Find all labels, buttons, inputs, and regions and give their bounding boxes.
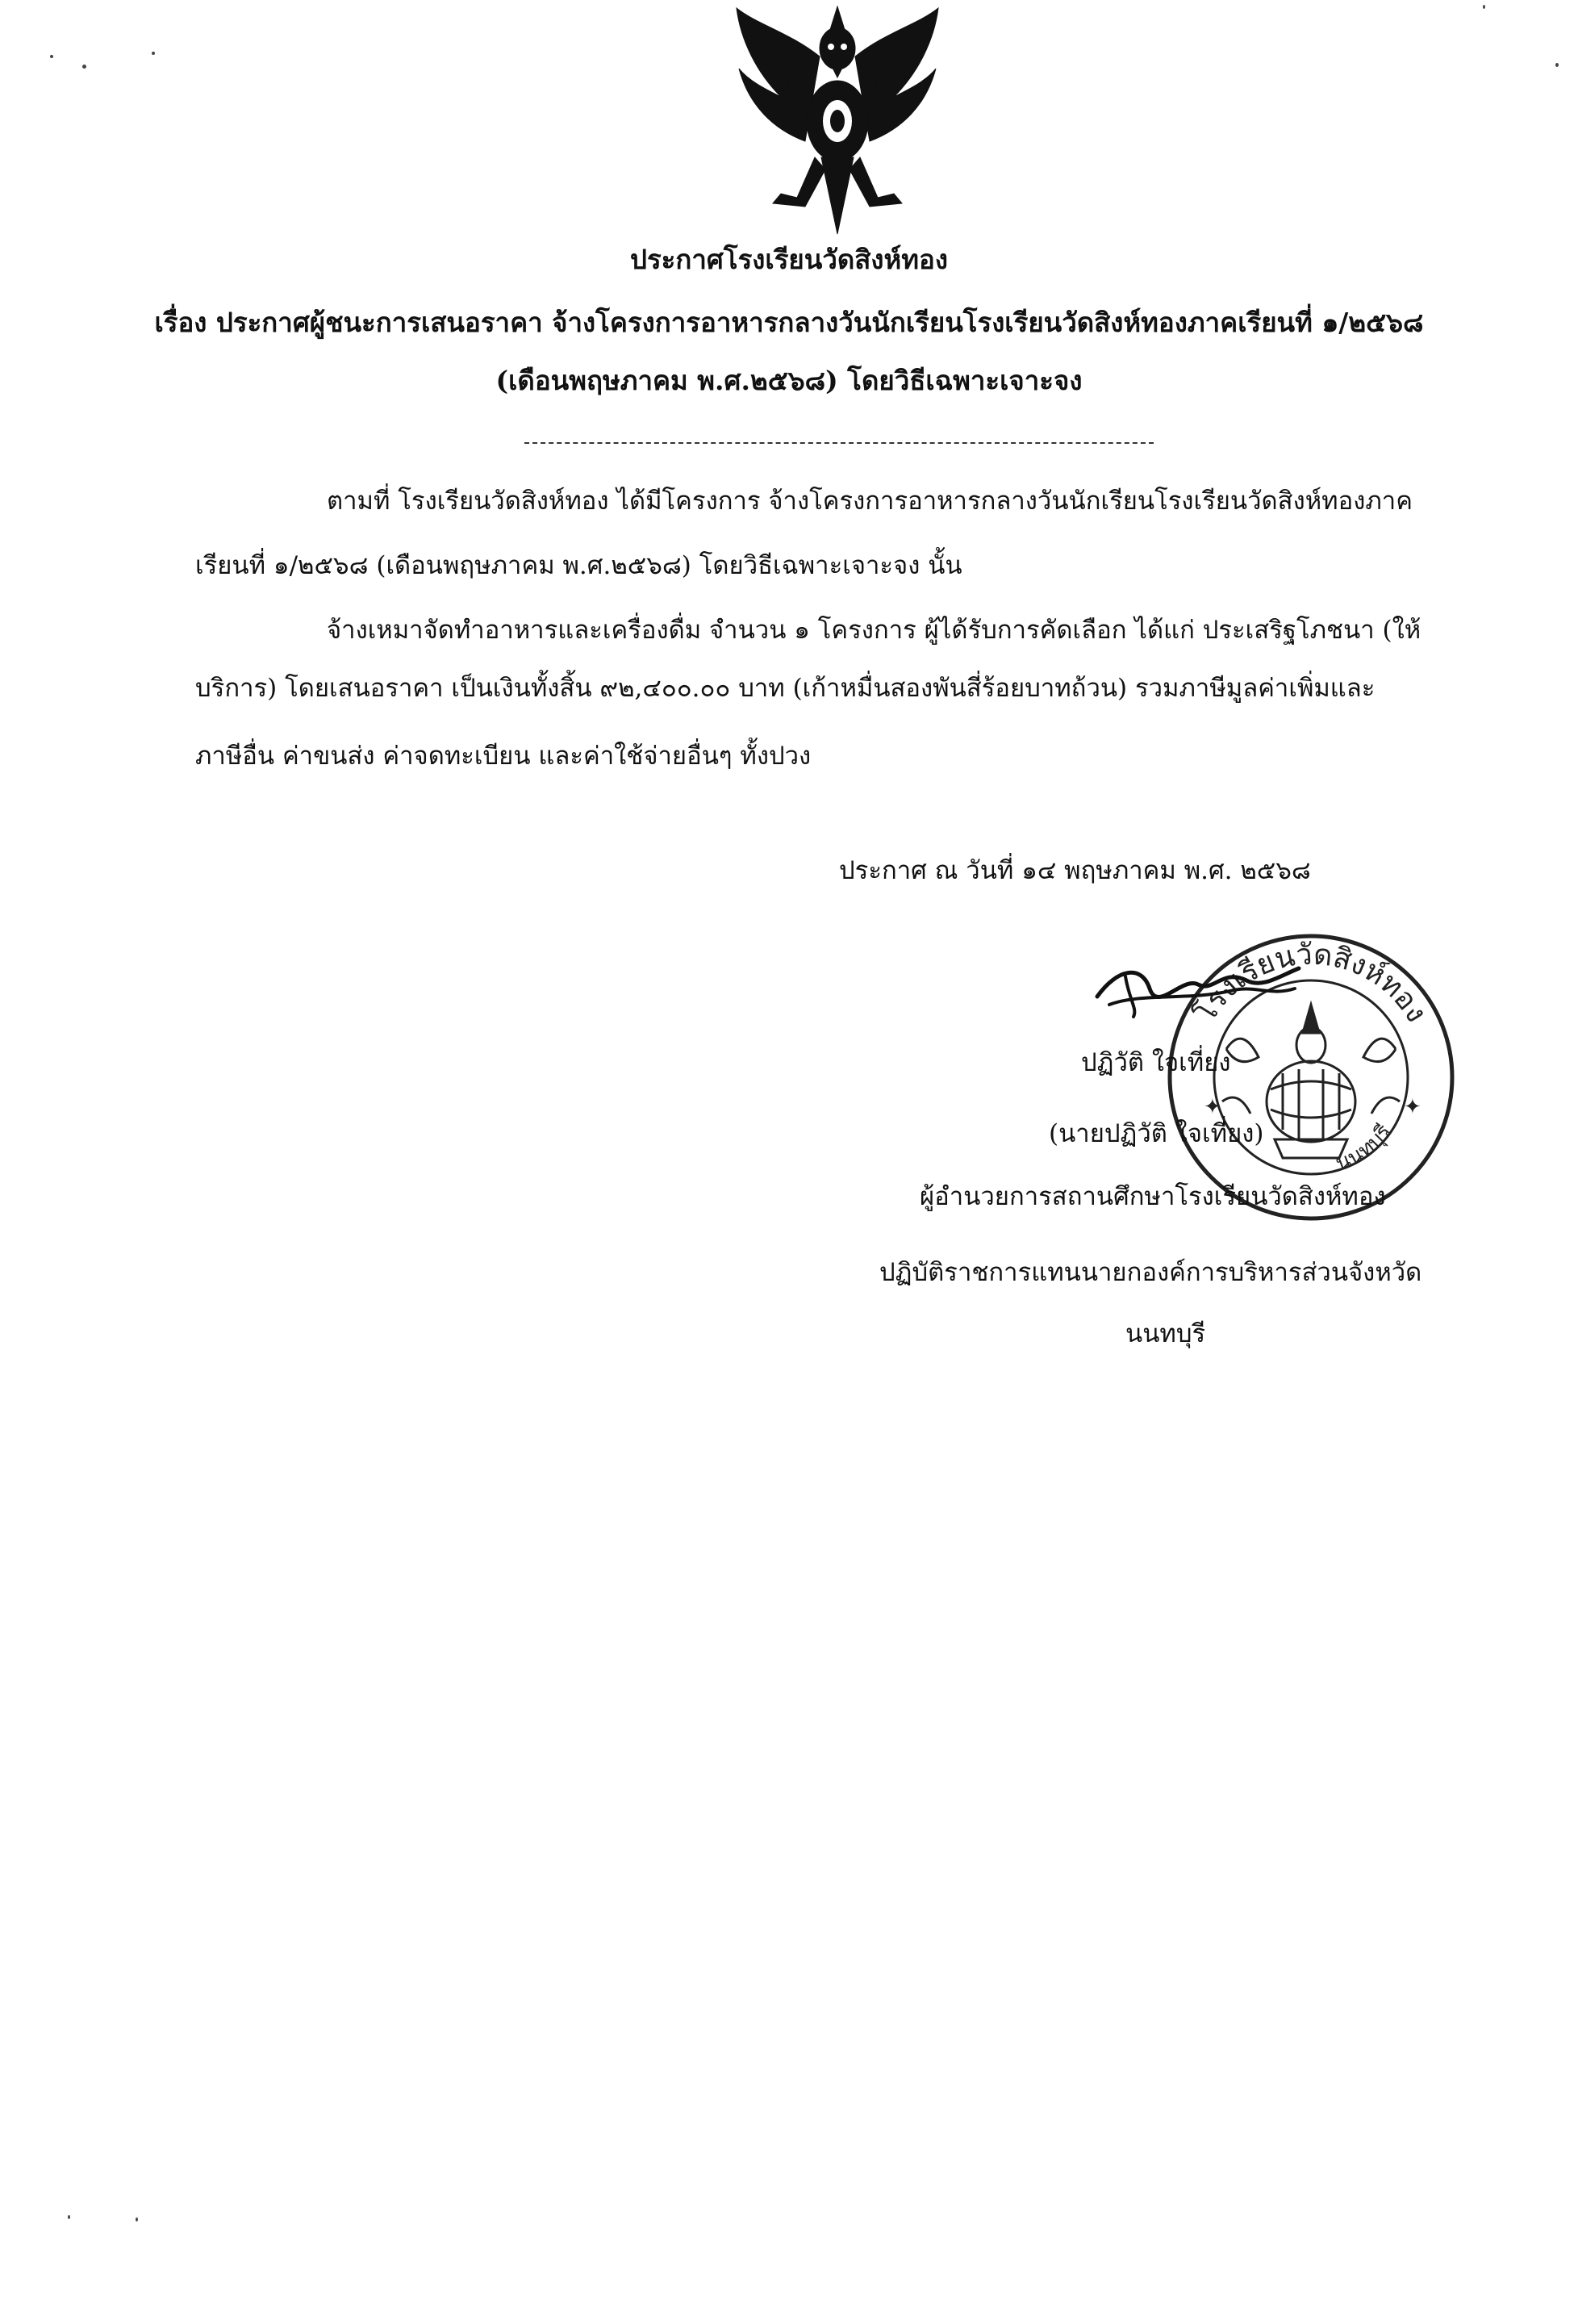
announcement-date: ประกาศ ณ วันที่ ๑๔ พฤษภาคม พ.ศ. ๒๕๖๘: [839, 856, 1311, 885]
scan-speck: [152, 52, 155, 55]
signatory-position-line-1: ผู้อำนวยการสถานศึกษาโรงเรียนวัดสิงห์ทอง: [920, 1182, 1386, 1211]
stamp-text: โรงเรียนวัดสิงห์ทอง: [1188, 938, 1434, 1029]
svg-text:✦: ✦: [1404, 1095, 1421, 1119]
body-paragraph-1-line-2: เรียนที่ ๑/๒๕๖๘ (เดือนพฤษภาคม พ.ศ.๒๕๖๘) โดยวิธีเฉพาะเจาะจง นั้น: [195, 551, 962, 580]
signatory-position-line-2: ปฏิบัติราชการแทนนายกองค์การบริหารส่วนจังหวัด: [879, 1258, 1422, 1287]
body-paragraph-2-line-3: ภาษีอื่น ค่าขนส่ง ค่าจดทะเบียน และค่าใช้จ่ายอื่นๆ ทั้งปวง: [195, 742, 812, 771]
body-paragraph-2-line-1: จ้างเหมาจัดทำอาหารและเครื่องดื่ม จำนวน ๑ โครงการ ผู้ได้รับการคัดเลือก ได้แก่ ประเสริฐโภชนา (ให้: [327, 616, 1421, 645]
handwritten-signature: [1093, 952, 1303, 1025]
signatory-name: ปฏิวัติ ใจเที่ยง: [1081, 1048, 1231, 1077]
subject-line-2: (เดือนพฤษภาคม พ.ศ.๒๕๖๘) โดยวิธีเฉพาะเจาะจง: [495, 365, 1083, 396]
body-paragraph-2-line-2: บริการ) โดยเสนอราคา เป็นเงินทั้งสิ้น ๙๒,๔๐๐.๐๐ บาท (เก้าหมื่นสองพันสี่ร้อยบาทถ้วน) รวมภาษีมูลค่าเพิ่มและ: [195, 674, 1376, 703]
scan-speck: [50, 55, 53, 58]
body-paragraph-1-line-1: ตามที่ โรงเรียนวัดสิงห์ทอง ได้มีโครงการ จ้างโครงการอาหารกลางวันนักเรียนโรงเรียนวัดสิงห์ทองภาค: [327, 487, 1413, 516]
scan-speck: [68, 2215, 70, 2219]
subject-line-1: เรื่อง ประกาศผู้ชนะการเสนอราคา จ้างโครงการอาหารกลางวันนักเรียนโรงเรียนวัดสิงห์ทองภาคเรียนที่ ๑/๒๕๖๘: [154, 307, 1424, 338]
scan-speck: [1555, 63, 1559, 67]
announcement-heading: ประกาศโรงเรียนวัดสิงห์ทอง: [630, 244, 948, 275]
svg-text:นนทบุรี: [1333, 1120, 1396, 1176]
garuda-emblem-icon: [724, 0, 950, 242]
scan-speck: [136, 2217, 138, 2222]
svg-text:✦: ✦: [1204, 1095, 1221, 1119]
divider-line: [524, 442, 1154, 444]
stamp-bottom-text: นนทบุรี: [1332, 1120, 1396, 1177]
signatory-position-line-3: นนทบุรี: [1125, 1319, 1206, 1348]
signatory-full-name: (นายปฏิวัติ ใจเที่ยง): [1049, 1119, 1264, 1148]
scan-speck: [1483, 5, 1485, 9]
scan-speck: [82, 65, 86, 69]
